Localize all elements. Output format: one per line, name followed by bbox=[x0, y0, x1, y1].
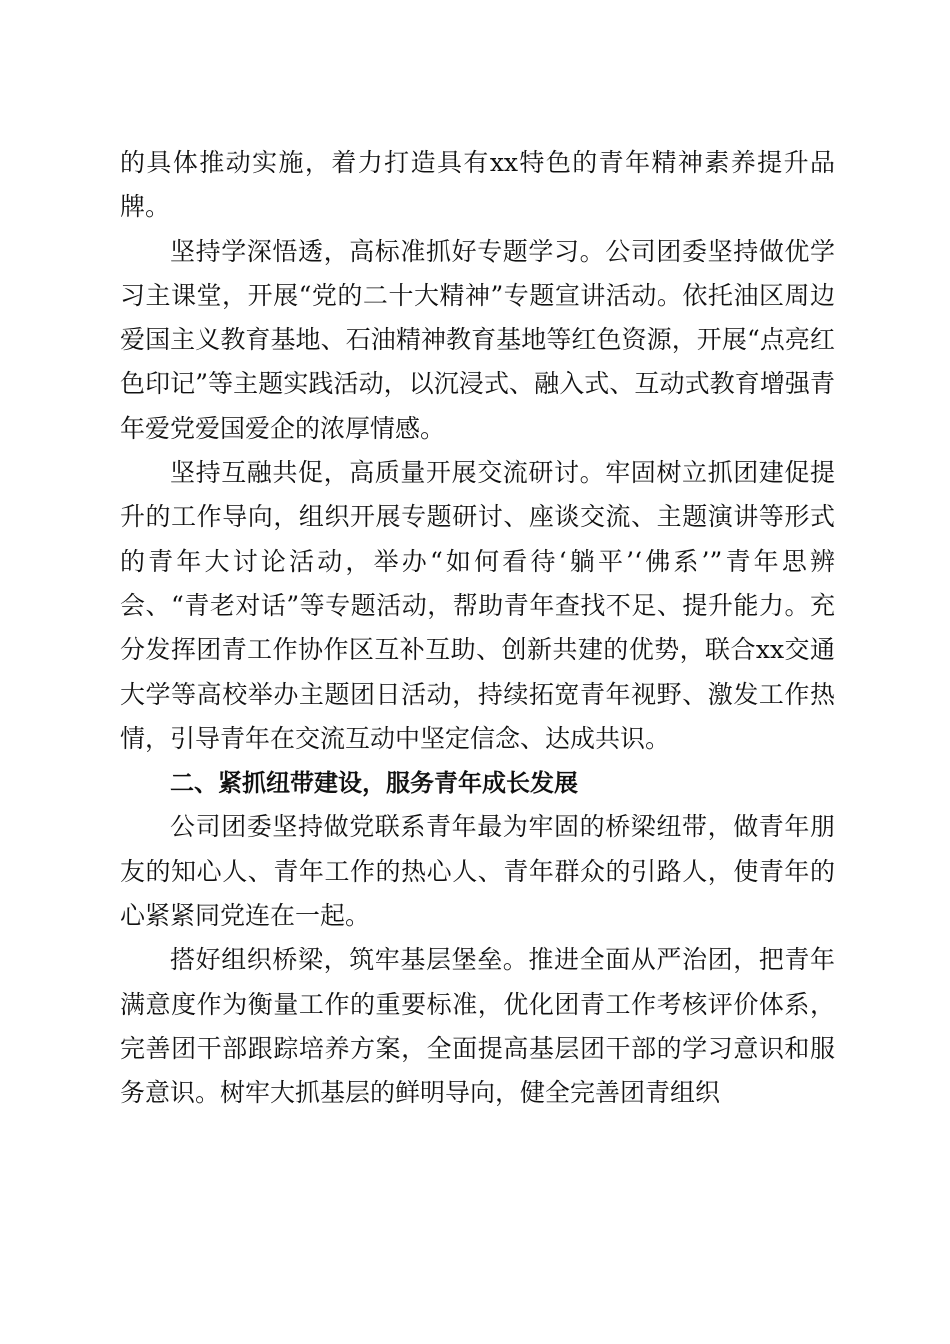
paragraph-exchange: 坚持互融共促，高质量开展交流研讨。牢固树立抓团建促提升的工作导向，组织开展专题研讨、座谈交流、主题演讲等形式的青年大讨论活动，举办“如何看待‘躺平’‘佛系’”青年思辨会、“青老对话”等专题活动，帮助青年查找不足、提升能力。充分发挥团青工作协作区互补互助、创新共建的优势，联合xx交通大学等高校举办主题团日活动，持续拓宽青年视野、激发工作热情，引导青年在交流互动中坚定信念、达成共识。 bbox=[120, 458, 835, 753]
document-body bbox=[120, 141, 835, 1116]
paragraph-organization: 搭好组织桥梁，筑牢基层堡垒。推进全面从严治团，把青年满意度作为衡量工作的重要标准，优化团青工作考核评价体系，完善团干部跟踪培养方案，全面提高基层团干部的学习意识和服务意识。树牢大抓基层的鲜明导向，健全完善团青组织 bbox=[120, 945, 835, 1108]
paragraph-continuation: 的具体推动实施，着力打造具有xx特色的青年精神素养提升品牌。 bbox=[120, 148, 835, 222]
paragraph-study: 坚持学深悟透，高标准抓好专题学习。公司团委坚持做优学习主课堂，开展“党的二十大精神”专题宣讲活动。依托油区周边爱国主义教育基地、石油精神教育基地等红色资源，开展“点亮红色印记”等主题实践活动，以沉浸式、融入式、互动式教育增强青年爱党爱国爱企的浓厚情感。 bbox=[120, 236, 835, 443]
section-heading: 二、紧抓纽带建设，服务青年成长发展 bbox=[170, 769, 578, 798]
paragraph-bridge: 公司团委坚持做党联系青年最为牢固的桥梁纽带，做青年朋友的知心人、青年工作的热心人、青年群众的引路人，使青年的心紧紧同党连在一起。 bbox=[120, 812, 835, 931]
